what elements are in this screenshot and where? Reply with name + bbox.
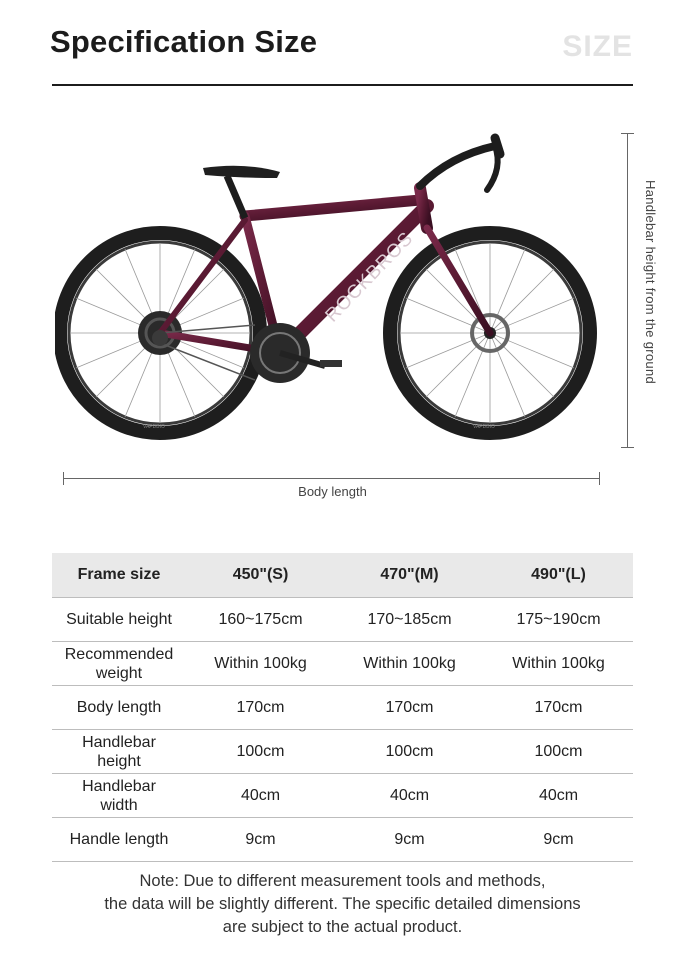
row-label <box>52 642 186 686</box>
table-row <box>52 774 633 818</box>
note-line: the data will be slightly different. The specific detailed dimensions <box>104 895 581 913</box>
bike-image <box>55 128 615 460</box>
table-cell: 9cm <box>186 818 335 862</box>
row-label: Body length <box>52 686 186 730</box>
bike-illustration <box>55 128 615 460</box>
handlebar-height-label: Handlebar height from the ground <box>643 180 658 385</box>
table-cell: 100cm <box>186 730 335 774</box>
table-cell: 175~190cm <box>484 598 633 642</box>
disclaimer-note <box>0 870 685 939</box>
table-cell: 170cm <box>484 686 633 730</box>
title-divider <box>52 84 633 86</box>
table-cell: 40cm <box>186 774 335 818</box>
table-row <box>52 598 633 642</box>
frame-brand-text: ROCKBROS <box>321 227 418 327</box>
note-line: are subject to the actual product. <box>222 918 463 936</box>
table-cell: Within 100kg <box>186 642 335 686</box>
row-label-text: Handlebar width <box>82 777 156 814</box>
table-cell: 100cm <box>484 730 633 774</box>
spec-table <box>52 553 633 862</box>
table-cell: 170cm <box>186 686 335 730</box>
body-length-label: Body length <box>298 484 367 499</box>
table-header-cell: 450"(S) <box>186 553 335 598</box>
row-label: Handle length <box>52 818 186 862</box>
note-line: Note: Due to different measurement tools and methods, <box>139 872 546 890</box>
table-cell: 170cm <box>335 686 484 730</box>
table-cell: Within 100kg <box>335 642 484 686</box>
page-title: Specification Size <box>50 24 318 59</box>
row-label <box>52 774 186 818</box>
table-row <box>52 818 633 862</box>
rear-tire-text: VAPDBIO <box>143 424 165 430</box>
front-tire-text: VAPDBIO <box>473 424 495 430</box>
table-cell: 40cm <box>335 774 484 818</box>
row-label: Suitable height <box>52 598 186 642</box>
row-label-text: Handlebar height <box>82 733 156 770</box>
row-label <box>52 730 186 774</box>
table-cell: 170~185cm <box>335 598 484 642</box>
table-cell: 160~175cm <box>186 598 335 642</box>
row-label-text: Recommended weight <box>64 645 174 682</box>
table-header-cell: Frame size <box>52 553 186 598</box>
table-cell: 100cm <box>335 730 484 774</box>
table-header-row <box>52 553 633 598</box>
table-row <box>52 686 633 730</box>
table-cell: 9cm <box>484 818 633 862</box>
height-dimension-line <box>621 133 635 448</box>
table-cell: 9cm <box>335 818 484 862</box>
handlebar <box>420 138 500 190</box>
table-cell: Within 100kg <box>484 642 633 686</box>
table-header-cell: 490"(L) <box>484 553 633 598</box>
table-cell: 40cm <box>484 774 633 818</box>
size-watermark: SIZE <box>562 30 633 63</box>
table-header-cell: 470"(M) <box>335 553 484 598</box>
table-row <box>52 730 633 774</box>
table-row <box>52 642 633 686</box>
